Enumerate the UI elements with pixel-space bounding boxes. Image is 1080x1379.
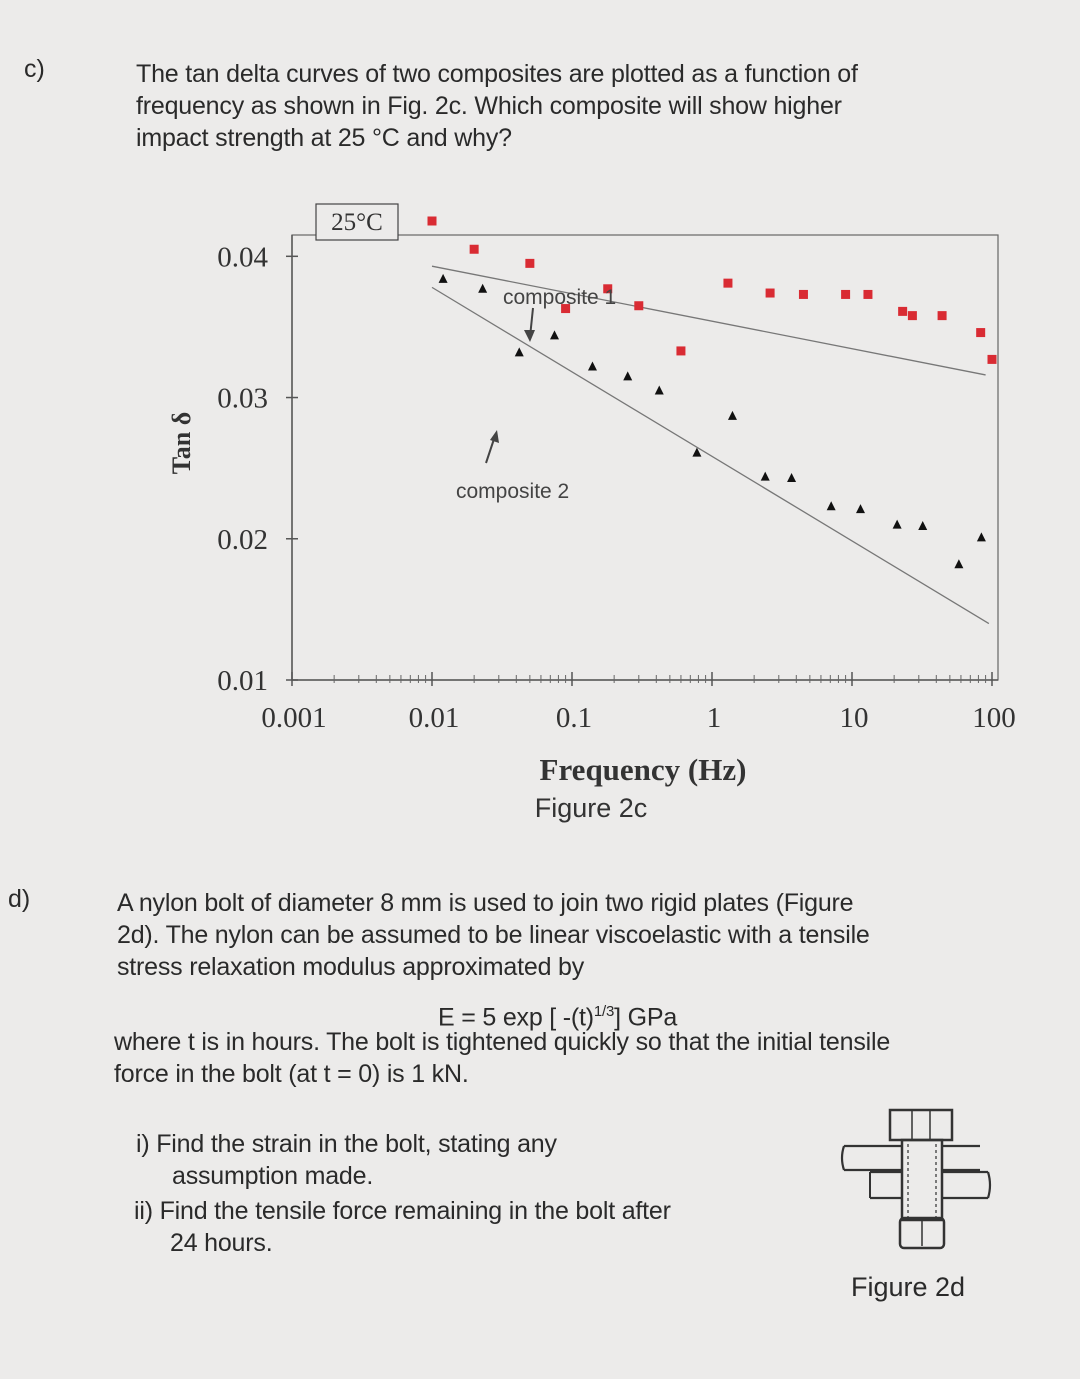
y-tick-label: 0.02 xyxy=(217,523,268,556)
composite-2-point xyxy=(827,501,836,510)
part-i-line: Find the strain in the bolt, stating any xyxy=(156,1130,557,1158)
composite-1-point xyxy=(676,346,685,355)
composite-2-point xyxy=(977,532,986,541)
lower-plate xyxy=(870,1172,990,1198)
y-tick-label: 0.01 xyxy=(217,665,268,697)
composite-1-point xyxy=(799,290,808,299)
composite-2-point xyxy=(918,521,927,530)
x-tick-label: 1 xyxy=(706,702,722,734)
composite-1-point xyxy=(898,307,907,316)
composite-2-point xyxy=(588,361,597,370)
composite-2-point xyxy=(787,473,796,482)
part-ii-label: ii) xyxy=(134,1197,153,1225)
composite-1-point xyxy=(525,259,534,268)
composite-2-point xyxy=(893,520,902,529)
question-d-label: d) xyxy=(8,885,31,913)
question-d-line: where t is in hours. The bolt is tightened quickly so that the initial tensile xyxy=(114,1028,891,1056)
inset-label: 25°C xyxy=(331,209,383,236)
composite-2-point xyxy=(728,411,737,420)
composite-2-point xyxy=(954,559,963,568)
bolt-head xyxy=(890,1110,952,1140)
question-c-label: c) xyxy=(24,55,45,83)
bolt-thread xyxy=(908,1144,936,1218)
question-d-line: A nylon bolt of diameter 8 mm is used to join two rigid plates (Figure xyxy=(117,889,854,917)
question-c-line: frequency as shown in Fig. 2c. Which composite will show higher xyxy=(136,92,842,120)
equation-suffix: ] GPa xyxy=(614,1003,678,1032)
composite-1-point xyxy=(723,279,732,288)
annotation-arrowhead-1 xyxy=(524,330,535,342)
question-d-line: force in the bolt (at t = 0) is 1 kN. xyxy=(114,1060,469,1088)
part-ii-line: 24 hours. xyxy=(170,1229,273,1257)
composite-2-point xyxy=(478,284,487,293)
equation-prefix: E = 5 exp [ -(t) xyxy=(438,1003,594,1032)
x-tick-label: 0.01 xyxy=(408,702,460,734)
composite-1-point xyxy=(428,217,437,226)
equation-exponent: 1/3 xyxy=(593,1003,615,1020)
question-c-line: impact strength at 25 °C and why? xyxy=(136,124,512,152)
composite-2-point xyxy=(761,472,770,481)
composite-1-point xyxy=(470,245,479,254)
y-tick-label: 0.03 xyxy=(217,382,268,415)
composite-2-point xyxy=(655,385,664,394)
composite-1-point xyxy=(841,290,850,299)
x-tick-label: 0.1 xyxy=(555,702,593,734)
bolt-diagram xyxy=(830,1100,1000,1260)
composite-2-point xyxy=(515,347,524,356)
question-d-text xyxy=(117,887,870,983)
part-i-label: i) xyxy=(136,1130,150,1158)
part-i xyxy=(136,1128,557,1192)
question-c-line: The tan delta curves of two composites are plotted as a function of xyxy=(136,60,858,88)
composite-1-point xyxy=(988,355,997,364)
trend-line-2 xyxy=(432,287,989,623)
plot-frame xyxy=(292,235,998,680)
question-d-text-2 xyxy=(114,1026,890,1090)
composite-1-point xyxy=(976,328,985,337)
composite-2-point xyxy=(856,504,865,513)
part-i-line: assumption made. xyxy=(172,1162,374,1190)
composite-1-point xyxy=(938,311,947,320)
figure-2c-caption: Figure 2c xyxy=(534,793,648,823)
annotation-arrowhead-2 xyxy=(490,430,499,443)
annotation-composite-2: composite 2 xyxy=(456,480,570,503)
question-d-line: 2d). The nylon can be assumed to be linear viscoelastic with a tensile xyxy=(117,921,870,949)
composite-1-point xyxy=(634,301,643,310)
composite-1-point xyxy=(766,289,775,298)
upper-plate xyxy=(842,1146,980,1170)
y-tick-label: 0.04 xyxy=(217,241,268,274)
x-tick-label: 0.001 xyxy=(261,702,327,734)
part-ii-line: Find the tensile force remaining in the bolt after xyxy=(159,1197,671,1225)
part-ii xyxy=(134,1195,671,1259)
composite-2-point xyxy=(439,274,448,283)
composite-1-point xyxy=(908,311,917,320)
annotation-composite-1: composite 1 xyxy=(503,286,617,309)
y-axis-label: Tan δ xyxy=(167,411,196,475)
x-tick-label: 10 xyxy=(839,702,869,734)
composite-2-point xyxy=(623,371,632,380)
trend-line-1 xyxy=(432,266,986,375)
question-d-line: stress relaxation modulus approximated by xyxy=(117,953,585,981)
composite-2-point xyxy=(550,330,559,339)
figure-2d-caption: Figure 2d xyxy=(851,1272,966,1302)
x-axis-label: Frequency (Hz) xyxy=(539,752,747,787)
x-tick-label: 100 xyxy=(972,702,1016,734)
composite-1-point xyxy=(863,290,872,299)
